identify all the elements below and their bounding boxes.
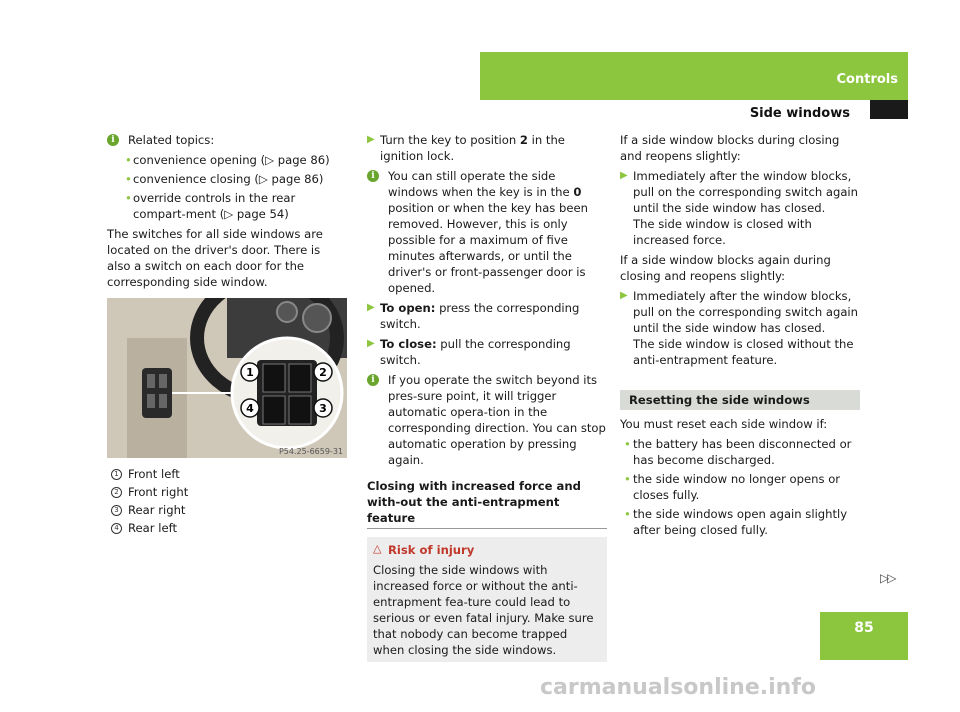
step-arrow-icon: ▶ xyxy=(620,290,628,301)
column-right xyxy=(620,132,860,542)
watermark: carmanualsonline.info xyxy=(540,675,816,700)
caption-text: Rear right xyxy=(128,503,186,517)
step-text: press the corresponding switch. xyxy=(380,301,580,331)
step-label: To close: xyxy=(380,337,437,351)
step-result: The side window is closed without the anti-entrapment feature. xyxy=(633,337,854,367)
door-switch-illustration xyxy=(107,298,347,458)
info-automatic xyxy=(367,372,607,468)
warning-box xyxy=(367,537,607,662)
info-icon: i xyxy=(107,134,119,146)
page-title: Side windows xyxy=(749,106,850,121)
step-text: in the ignition lock. xyxy=(380,133,565,163)
list-item: • the side windows open again slightly after being closed fully. xyxy=(620,506,860,538)
step-arrow-icon: ▶ xyxy=(620,170,628,181)
list-item: • the side window no longer opens or closes fully. xyxy=(620,471,860,503)
step-text: Turn the key to position xyxy=(380,133,520,147)
svg-text:3: 3 xyxy=(319,402,327,415)
svg-text:2: 2 xyxy=(319,366,327,379)
column-middle xyxy=(367,132,607,662)
subsection-heading: Resetting the side windows xyxy=(620,390,860,410)
caption-item xyxy=(107,484,347,500)
step-label: To open: xyxy=(380,301,436,315)
key-position: 2 xyxy=(519,133,528,147)
caption-number: 4 xyxy=(111,523,122,534)
continue-marker: ▷▷ xyxy=(880,571,895,585)
caption-item xyxy=(107,466,347,482)
header-black-tab xyxy=(870,100,908,119)
related-label: Related topics: xyxy=(128,133,215,147)
step-result: The side window is closed with increased force. xyxy=(633,217,812,247)
step-ignition xyxy=(367,132,607,164)
info-text: If you operate the switch beyond its pres-sure point, it will trigger automatic opera-tion in the corresponding direction. You can stop automatic operation by pressing again. xyxy=(388,373,606,467)
info-text: position or when the key has been removed. However, this is only possible for a maximum of five minutes afterwards, or until the driver's or front-passenger door is opened. xyxy=(388,201,588,295)
info-text: You can still operate the side windows when the key is in the xyxy=(388,169,574,199)
info-icon: i xyxy=(367,374,379,386)
step-arrow-icon: ▶ xyxy=(367,134,375,145)
caption-text: Rear left xyxy=(128,521,178,535)
related-link[interactable]: • convenience closing (▷ page 86) xyxy=(107,171,347,187)
caption-number: 1 xyxy=(111,469,122,480)
paragraph: If a side window blocks again during closing and reopens slightly: xyxy=(620,253,831,283)
info-icon: i xyxy=(367,170,379,182)
step-text: Immediately after the window blocks, pull on the corresponding switch again until the side window has closed. xyxy=(633,169,858,215)
intro-paragraph: The switches for all side windows are located on the driver's door. There is also a switch on each door for the corresponding side window. xyxy=(107,227,323,289)
section-heading: Closing with increased force and with-out the anti-entrapment feature xyxy=(367,478,607,529)
step-close xyxy=(367,336,607,368)
related-link[interactable]: • convenience opening (▷ page 86) xyxy=(107,152,347,168)
warning-title: △ Risk of injury xyxy=(373,542,601,558)
caption-item xyxy=(107,520,347,536)
warning-text: Closing the side windows with increased force or without the anti-entrapment fea-ture could lead to serious or even fatal injury. Make sure that nobody can become trapped when closing the side windows. xyxy=(373,563,594,657)
step-arrow-icon: ▶ xyxy=(367,338,375,349)
related-link[interactable]: • override controls in the rear compart-ment (▷ page 54) xyxy=(107,190,347,222)
column-left xyxy=(107,132,347,538)
svg-text:1: 1 xyxy=(246,366,254,379)
step-pull-switch-again xyxy=(620,288,860,368)
step-open xyxy=(367,300,607,332)
related-list xyxy=(107,152,347,222)
related-topics xyxy=(107,132,347,148)
caption-number: 3 xyxy=(111,505,122,516)
svg-text:4: 4 xyxy=(246,402,254,415)
step-arrow-icon: ▶ xyxy=(367,302,375,313)
door-switch-photo xyxy=(107,298,347,458)
caption-item xyxy=(107,502,347,518)
paragraph: If a side window blocks during closing and reopens slightly: xyxy=(620,133,840,163)
reset-conditions-list xyxy=(620,436,860,538)
key-position: 0 xyxy=(573,185,582,199)
step-text: pull the corresponding switch. xyxy=(380,337,571,367)
step-text: Immediately after the window blocks, pull on the corresponding switch again until the side window has closed. xyxy=(633,289,858,335)
step-pull-switch xyxy=(620,168,860,248)
info-key-removed xyxy=(367,168,607,296)
list-item: • the battery has been disconnected or has become discharged. xyxy=(620,436,860,468)
caption-text: Front left xyxy=(128,467,180,481)
page-number: 85 xyxy=(854,620,874,636)
section-title: Controls xyxy=(836,72,898,87)
photo-code: P54.25-6659-31 xyxy=(278,447,343,456)
paragraph: You must reset each side window if: xyxy=(620,417,828,431)
caption-text: Front right xyxy=(128,485,189,499)
caption-number: 2 xyxy=(111,487,122,498)
